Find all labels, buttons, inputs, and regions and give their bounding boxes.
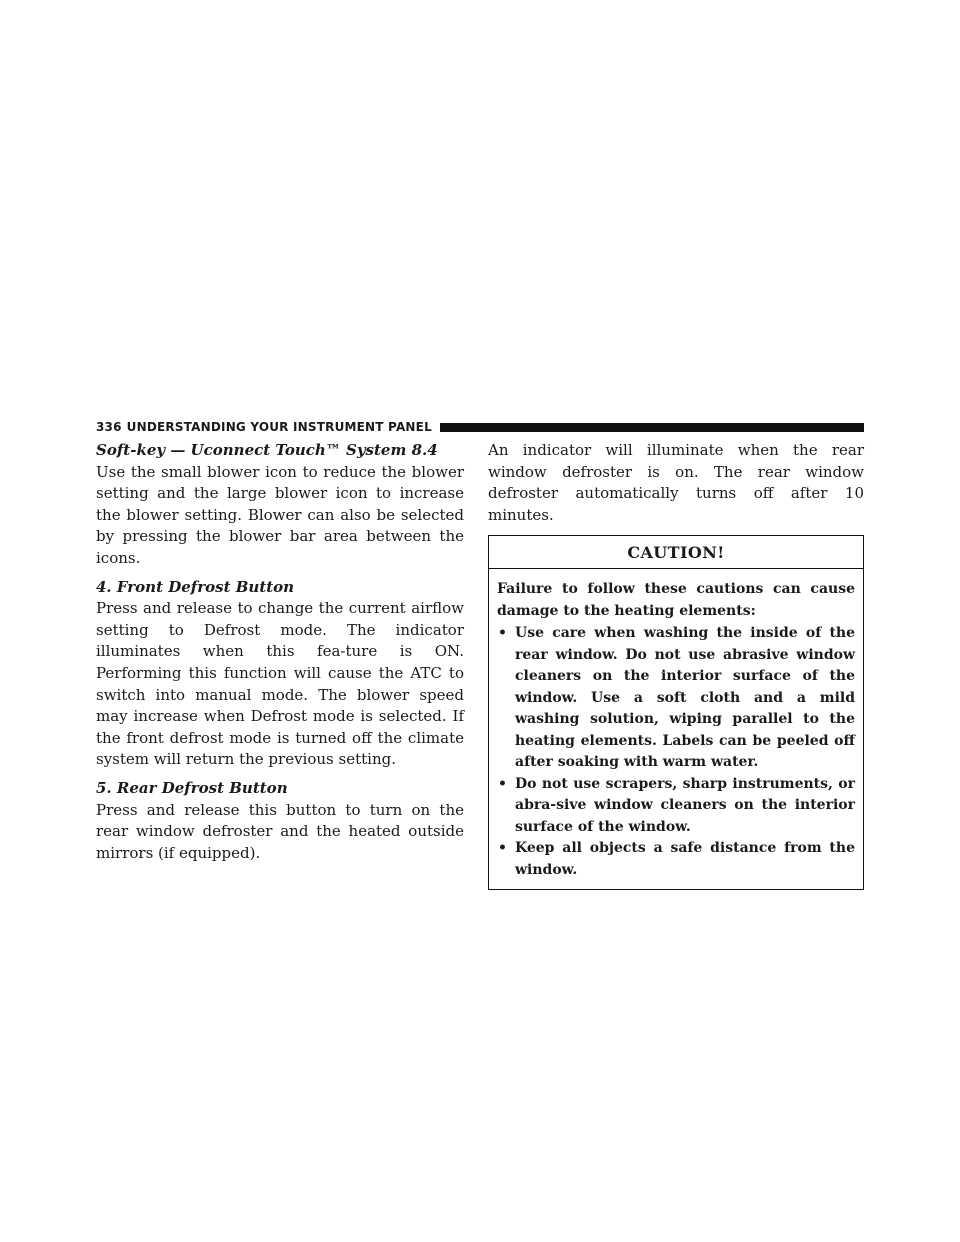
indicator-text: An indicator will illuminate when the rear window defroster is on. The rear window defroster automatically turns off after 10 minutes. [488, 441, 864, 524]
caution-item-text: Keep all objects a safe distance from the window. [515, 840, 855, 878]
caution-item [497, 838, 855, 881]
rear-defrost-heading: 5. Rear Defrost Button [96, 778, 288, 797]
rear-defrost-text: Press and release this button to turn on the rear window defroster and the heated outside mirrors (if equipped). [96, 800, 464, 862]
softkey-text: Use the small blower icon to reduce the blower setting and the large blower icon to increase the blower setting. Blower can also be selected by pressing the blower bar area between the icons. [96, 462, 464, 567]
page-header [96, 419, 864, 435]
caution-title: CAUTION! [489, 536, 863, 569]
softkey-heading: Soft-key — Uconnect Touch™ System 8.4 [96, 441, 438, 459]
section-title: UNDERSTANDING YOUR INSTRUMENT PANEL [126, 420, 432, 434]
caution-list [497, 623, 855, 881]
right-column [488, 440, 864, 890]
front-defrost-text: Press and release to change the current airflow setting to Defrost mode. The indicator illuminates when this fea-ture is ON. Performing this function will cause the ATC to switch into manual mode. The blower speed may increase when Defrost mode is selected. If the front defrost mode is turned off the climate system will return the previous setting. [96, 599, 464, 769]
caution-item-text: Do not use scrapers, sharp instruments, or abra-sive window cleaners on the interior surface of the window. [515, 775, 855, 835]
caution-body [489, 569, 863, 889]
bullet-icon: • [498, 775, 507, 792]
front-defrost-heading: 4. Front Defrost Button [96, 577, 295, 596]
bullet-icon: • [498, 840, 507, 857]
left-column [96, 440, 464, 871]
header-rule [440, 423, 864, 432]
caution-box [488, 535, 864, 890]
caution-item-text: Use care when washing the inside of the rear window. Do not use abrasive window cleaners on the interior surface of the window. Use a soft cloth and a mild washing solution, wiping parallel to the heating elements. Labels can be peeled off after soaking with warm water. [515, 625, 855, 771]
page-number: 336 [96, 420, 122, 434]
caution-intro: Failure to follow these cautions can cause damage to the heating elements: [497, 581, 855, 619]
caution-item [497, 623, 855, 774]
caution-item [497, 774, 855, 839]
bullet-icon: • [498, 625, 507, 642]
